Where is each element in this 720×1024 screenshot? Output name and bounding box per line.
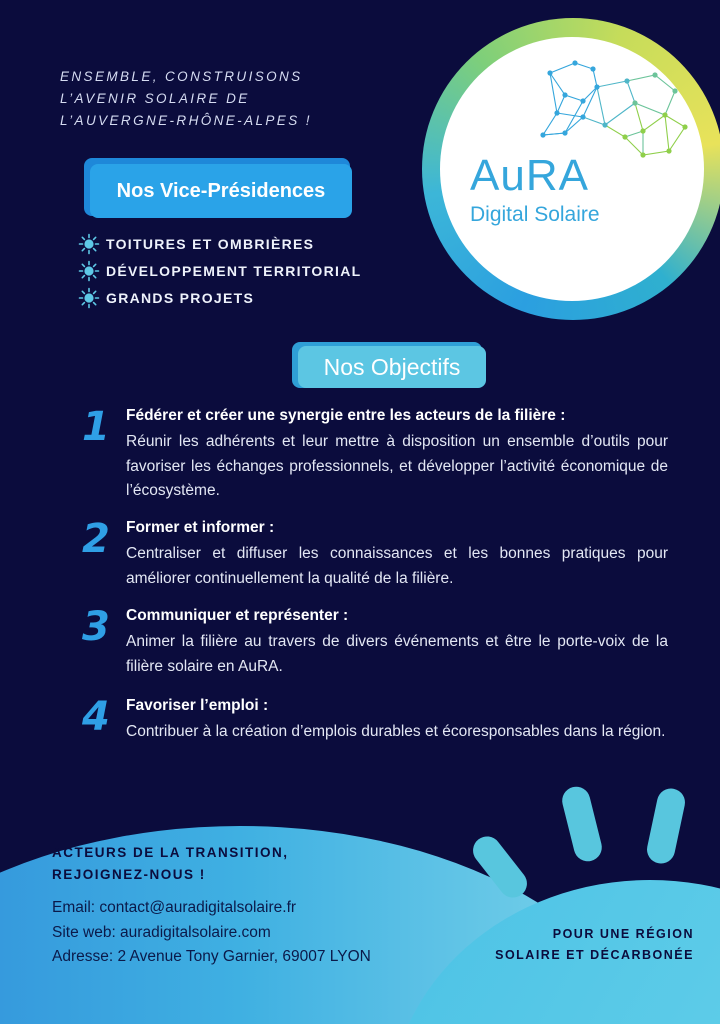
objective-title: Communiquer et représenter :	[126, 607, 349, 624]
tagline-line: L’AUVERGNE-RHÔNE-ALPES !	[60, 113, 312, 128]
objective-number: 1	[82, 404, 110, 450]
list-item-label: GRANDS PROJETS	[106, 289, 255, 306]
objective-text: Réunir les adhérents et leur mettre à disposition un ensemble d’outils pour favoriser les échanges professionnels, et développer l’activité économique de l’écosystème.	[126, 433, 668, 499]
objective-text: Centraliser et diffuser les connaissances et les bonnes pratiques pour améliorer continuellement la qualité de la filière.	[126, 545, 668, 587]
list-item	[78, 257, 361, 284]
logo-subtitle: Digital Solaire	[470, 203, 600, 226]
logo-title: AuRA	[470, 151, 589, 200]
contact-block	[52, 896, 371, 970]
slogan	[495, 924, 694, 966]
contact-address: Adresse: 2 Avenue Tony Garnier, 69007 LYON	[52, 948, 371, 965]
call-to-action	[52, 842, 289, 886]
objective-number: 3	[82, 604, 110, 650]
sun-icon	[78, 233, 100, 255]
tagline-line: L’AVENIR SOLAIRE DE	[60, 91, 250, 106]
vice-presidences-list	[78, 230, 361, 311]
cta-line: ACTEURS DE LA TRANSITION,	[52, 845, 289, 860]
list-item-label: DÉVELOPPEMENT TERRITORIAL	[106, 262, 362, 279]
objective-title: Former et informer :	[126, 519, 275, 536]
sun-ray	[644, 786, 687, 866]
contact-website[interactable]: Site web: auradigitalsolaire.com	[52, 923, 271, 941]
objective-text: Contribuer à la création d’emplois durables et écoresponsables dans la région.	[126, 723, 666, 740]
list-item-label: TOITURES ET OMBRIÈRES	[106, 235, 315, 252]
objective-text: Animer la filière au travers de divers événements et être le porte-voix de la filière solaire en AuRA.	[126, 633, 668, 675]
list-item	[78, 230, 361, 257]
contact-email[interactable]: Email: contact@auradigitalsolaire.fr	[52, 899, 297, 916]
slogan-line: POUR UNE RÉGION	[552, 927, 694, 941]
objective-title: Favoriser l’emploi :	[126, 697, 269, 714]
objective-number: 4	[82, 694, 110, 740]
objective-title: Fédérer et créer une synergie entre les acteurs de la filière :	[126, 407, 566, 424]
sun-icon	[78, 260, 100, 282]
sun-icon	[78, 287, 100, 309]
slogan-line: SOLAIRE ET DÉCARBONÉE	[495, 948, 694, 962]
list-item	[78, 284, 361, 311]
cta-line: REJOIGNEZ-NOUS !	[52, 867, 206, 882]
region-network-logo-icon	[535, 55, 695, 165]
tagline	[60, 66, 312, 132]
vice-presidences-heading: Nos Vice-Présidences	[90, 164, 352, 218]
tagline-line: ENSEMBLE, CONSTRUISONS	[60, 69, 303, 84]
sun-ray	[559, 784, 605, 865]
objectifs-heading: Nos Objectifs	[298, 346, 486, 388]
objective-number: 2	[82, 516, 110, 562]
